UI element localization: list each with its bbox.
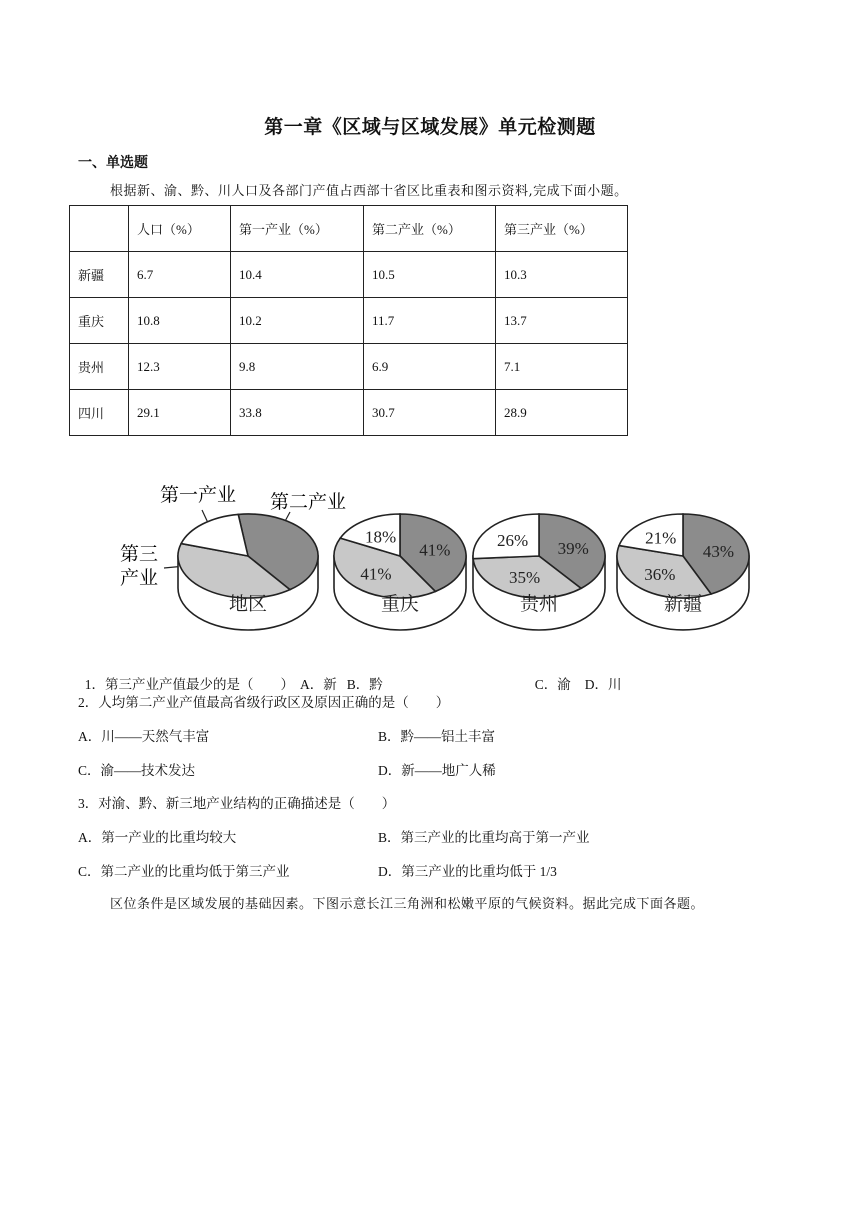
table-cell: 重庆 — [70, 298, 129, 344]
section-heading: 一、单选题 — [78, 155, 148, 171]
table-header-cell — [70, 206, 129, 252]
option-a[interactable]: A．川——天然气丰富 — [78, 729, 210, 744]
pie-charts-figure — [110, 474, 770, 642]
table-cell: 7.1 — [496, 344, 628, 390]
question-3-stem: 3．对渝、黔、新三地产业结构的正确描述是（ ） — [78, 796, 396, 811]
table-cell: 28.9 — [496, 390, 628, 436]
table-cell: 12.3 — [129, 344, 231, 390]
table-header-cell: 第三产业（%） — [496, 206, 628, 252]
question-1 — [78, 657, 383, 693]
table-cell: 30.7 — [364, 390, 496, 436]
slice-value-label: 21% — [645, 528, 677, 548]
option-d[interactable]: D．新——地广人稀 — [378, 763, 496, 778]
table-cell: 四川 — [70, 390, 129, 436]
slice-value-label: 36% — [644, 564, 676, 584]
table-row — [70, 252, 628, 298]
question-stem: 1．第三产业产值最少的是（ ） — [84, 677, 294, 692]
option-a[interactable]: A．第一产业的比重均较大 — [78, 830, 237, 845]
intro-text-1: 根据新、渝、黔、川人口及各部门产值占西部十省区比重表和图示资料,完成下面小题。 — [110, 184, 628, 199]
table-cell: 10.8 — [129, 298, 231, 344]
table-cell: 6.7 — [129, 252, 231, 298]
option-c[interactable]: C．渝 — [534, 677, 571, 692]
option-c[interactable]: C．第二产业的比重均低于第三产业 — [78, 864, 290, 879]
page-title: 第一章《区域与区域发展》单元检测题 — [264, 116, 596, 138]
table-header-cell: 第二产业（%） — [364, 206, 496, 252]
table-cell: 贵州 — [70, 344, 129, 390]
pie-region-label: 重庆 — [380, 594, 420, 615]
question-2-stem: 2．人均第二产业产值最高省级行政区及原因正确的是（ ） — [78, 695, 450, 710]
table-row — [70, 390, 628, 436]
table-cell: 13.7 — [496, 298, 628, 344]
legend-secondary-label: 第二产业 — [270, 492, 347, 513]
option-b[interactable]: B．黔——铝土丰富 — [378, 729, 496, 744]
table-header-cell: 人口（%） — [129, 206, 231, 252]
table-cell: 9.8 — [231, 344, 364, 390]
legend-tertiary-label-2: 产业 — [120, 568, 159, 589]
slice-value-label: 35% — [508, 568, 541, 588]
option-a[interactable]: A．新 — [300, 677, 337, 692]
data-table — [69, 205, 628, 436]
table-cell: 11.7 — [364, 298, 496, 344]
table-header-row — [70, 206, 628, 252]
intro-text-2: 区位条件是区域发展的基础因素。下图示意长江三角洲和松嫩平原的气候资料。据此完成下面各题。 — [110, 897, 705, 912]
table-cell: 33.8 — [231, 390, 364, 436]
table-cell: 10.3 — [496, 252, 628, 298]
table-cell: 29.1 — [129, 390, 231, 436]
table-cell: 新疆 — [70, 252, 129, 298]
slice-value-label: 18% — [364, 527, 397, 547]
option-c[interactable]: C．渝——技术发达 — [78, 763, 196, 778]
table-cell: 10.2 — [231, 298, 364, 344]
pie-region-label: 贵州 — [519, 594, 559, 615]
option-b[interactable]: B．第三产业的比重均高于第一产业 — [378, 830, 590, 845]
table-cell: 10.4 — [231, 252, 364, 298]
slice-value-label: 26% — [496, 531, 529, 551]
table-row — [70, 344, 628, 390]
legend-primary-label: 第一产业 — [160, 485, 237, 506]
option-b[interactable]: B．黔 — [346, 677, 383, 692]
table-row — [70, 298, 628, 344]
pie-region-label: 地区 — [228, 594, 268, 615]
slice-value-label: 43% — [702, 541, 735, 561]
question-1-options-cd — [528, 657, 622, 693]
pie-region-label: 新疆 — [663, 594, 703, 615]
slice-value-label: 41% — [419, 540, 451, 560]
slice-value-label: 39% — [557, 539, 589, 559]
table-header-cell: 第一产业（%） — [231, 206, 364, 252]
table-cell: 6.9 — [364, 344, 496, 390]
option-d[interactable]: D．第三产业的比重均低于 1/3 — [378, 864, 557, 879]
legend-tertiary-label-1: 第三 — [120, 544, 159, 565]
option-d[interactable]: D．川 — [584, 677, 622, 692]
slice-value-label: 41% — [360, 564, 392, 584]
table-cell: 10.5 — [364, 252, 496, 298]
pies-group — [178, 514, 749, 630]
